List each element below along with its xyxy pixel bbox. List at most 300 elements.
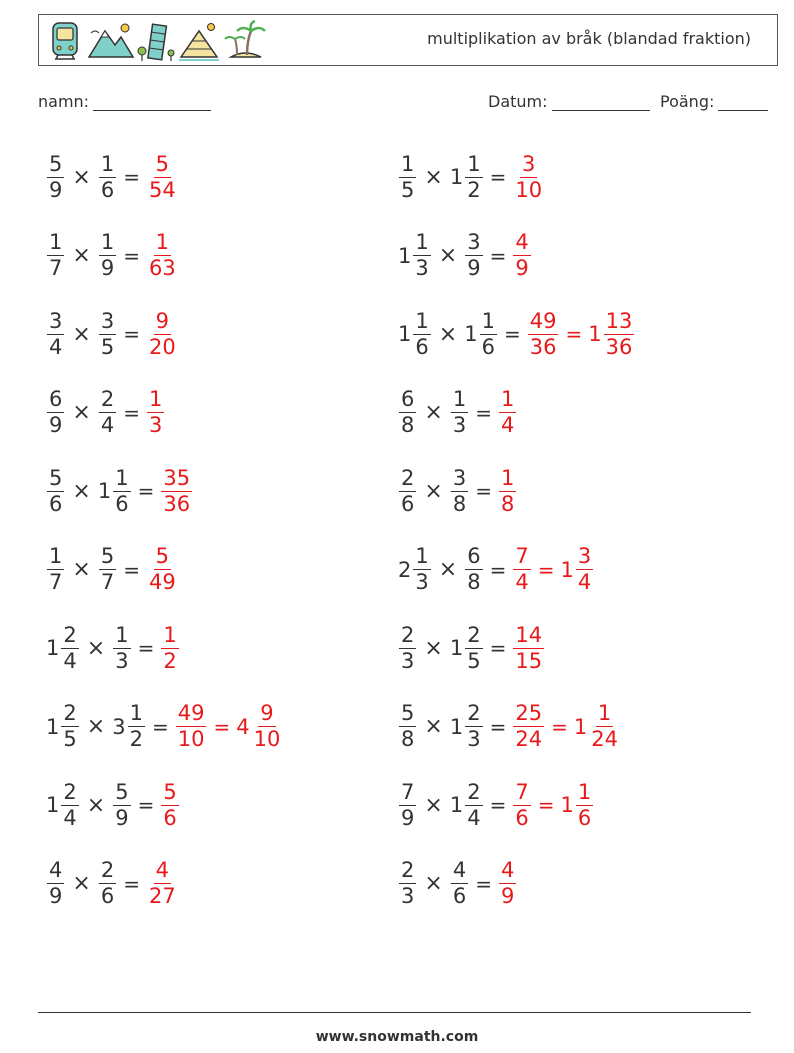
factor-b-numerator: 2	[100, 387, 115, 412]
factor-b-fraction	[465, 622, 482, 673]
answer-fraction	[147, 308, 178, 359]
factor-b-denominator: 4	[467, 805, 481, 830]
factor-b-fraction	[99, 151, 116, 202]
answer-denominator: 4	[577, 570, 592, 595]
factor-b-fraction	[465, 232, 482, 279]
answer-equals-sign: =	[537, 793, 555, 818]
factor-b-denominator: 5	[100, 334, 115, 359]
factor-b-fraction	[451, 389, 468, 436]
problem-item	[46, 138, 398, 217]
factor-a-denominator: 6	[401, 491, 415, 516]
factor-a-denominator: 6	[415, 334, 429, 359]
times-sign: ×	[72, 478, 91, 504]
leaning-tower-icon	[137, 19, 175, 63]
answer-denominator: 2	[163, 648, 177, 673]
answer-denominator: 8	[500, 491, 515, 516]
factor-b-denominator: 3	[467, 727, 481, 752]
factor-a-numerator: 5	[401, 701, 415, 726]
times-sign: ×	[424, 164, 443, 190]
factor-b-numerator: 1	[115, 465, 129, 490]
equals-sign: =	[489, 243, 507, 268]
answer-numerator: 14	[515, 622, 543, 647]
answer-denominator: 54	[148, 177, 176, 202]
answer-numerator: 1	[148, 387, 163, 412]
factor-b-fraction	[113, 779, 130, 830]
header-icons	[45, 19, 267, 63]
factor-b-numerator: 1	[452, 387, 467, 412]
name-field	[38, 92, 211, 111]
answer-whole: 1	[573, 714, 588, 739]
factor-a-denominator: 9	[49, 413, 63, 438]
factor-a-denominator: 9	[401, 805, 415, 830]
footer-divider	[38, 1012, 751, 1013]
answer-fraction	[576, 779, 593, 830]
answer-denominator: 6	[577, 805, 592, 830]
answer	[512, 779, 594, 830]
factor-a-fraction	[399, 860, 416, 907]
problem-item	[398, 452, 750, 531]
equals-sign: =	[489, 557, 507, 582]
answer-fraction	[499, 389, 516, 436]
answer-denominator: 3	[148, 413, 163, 438]
answer-denominator: 15	[515, 648, 543, 673]
factor-a-denominator: 7	[49, 256, 63, 281]
times-sign: ×	[424, 871, 443, 897]
answer-fraction	[513, 546, 530, 593]
answer-fraction	[499, 465, 516, 516]
worksheet-header	[38, 14, 778, 66]
factor-b-fraction	[465, 779, 482, 830]
equals-sign: =	[489, 714, 507, 739]
factor-b-denominator: 9	[100, 256, 115, 281]
problem-item	[46, 688, 398, 767]
equals-sign: =	[123, 322, 140, 347]
answer-fraction	[499, 860, 516, 907]
factor-a-denominator: 4	[49, 334, 63, 359]
times-sign: ×	[424, 400, 443, 426]
factor-a-whole: 2	[398, 557, 412, 582]
answer-whole: 1	[560, 793, 574, 818]
factor-a-numerator: 2	[63, 779, 77, 804]
answer-fraction	[513, 232, 530, 279]
problem-item	[46, 295, 398, 374]
factor-a-numerator: 2	[63, 701, 77, 726]
factor-b-denominator: 8	[452, 491, 467, 516]
factor-a-fraction	[413, 232, 430, 279]
factor-b-numerator: 3	[467, 230, 481, 255]
answer	[146, 860, 179, 907]
factor-b-whole: 3	[112, 714, 126, 739]
answer-denominator: 10	[253, 727, 281, 752]
factor-b-denominator: 8	[467, 570, 481, 595]
answer-fraction	[147, 860, 178, 907]
problem-item	[46, 845, 398, 924]
factor-a-fraction	[47, 860, 64, 907]
factor-b-numerator: 1	[115, 622, 129, 647]
answer-denominator: 10	[515, 177, 543, 202]
factor-b-numerator: 1	[129, 701, 143, 726]
answer-numerator: 3	[577, 544, 592, 569]
answer-fraction	[161, 465, 192, 516]
answer-denominator: 9	[515, 256, 529, 281]
factor-a-denominator: 7	[49, 570, 63, 595]
problem-item	[46, 766, 398, 845]
factor-b-fraction	[99, 546, 116, 593]
factor-b-numerator: 3	[100, 308, 115, 333]
problem-item	[46, 217, 398, 296]
times-sign: ×	[86, 635, 106, 661]
factor-b-numerator: 2	[467, 622, 481, 647]
factor-a-whole: 1	[398, 322, 412, 347]
answer-numerator: 4	[155, 858, 169, 883]
factor-a-numerator: 1	[49, 230, 63, 255]
answer-denominator: 9	[500, 884, 515, 909]
answer-numerator: 1	[500, 387, 515, 412]
answer	[512, 232, 531, 279]
answer-numerator: 9	[260, 701, 274, 726]
factor-b-denominator: 9	[467, 256, 481, 281]
factor-a-whole: 1	[398, 243, 412, 268]
answer-denominator: 36	[605, 334, 633, 359]
answer-fraction	[513, 151, 544, 202]
date-blank[interactable]	[552, 92, 650, 111]
times-sign: ×	[72, 400, 91, 426]
answer-whole: 1	[588, 322, 602, 347]
factor-a-fraction	[61, 622, 78, 673]
factor-b-fraction	[451, 860, 468, 907]
problem-item	[398, 845, 750, 924]
answer	[498, 860, 517, 907]
factor-a-denominator: 3	[401, 648, 415, 673]
equals-sign: =	[123, 243, 140, 268]
answer-fraction	[252, 703, 283, 750]
factor-a-whole: 1	[46, 714, 60, 739]
equals-sign: =	[123, 165, 140, 190]
times-sign: ×	[438, 321, 458, 347]
factor-a-denominator: 8	[401, 413, 415, 438]
factor-b-numerator: 4	[452, 858, 467, 883]
answer	[498, 465, 517, 516]
factor-a-fraction	[399, 622, 416, 673]
answer-fraction	[147, 232, 178, 279]
problem-item	[398, 609, 750, 688]
equals-sign: =	[475, 479, 492, 504]
factor-a-numerator: 5	[49, 151, 63, 176]
equals-sign: =	[151, 714, 169, 739]
factor-b-numerator: 1	[481, 308, 495, 333]
answer	[175, 703, 284, 750]
factor-a-whole: 1	[46, 636, 60, 661]
factor-a-numerator: 4	[49, 858, 63, 883]
answer-numerator: 1	[155, 230, 169, 255]
equals-sign: =	[137, 793, 155, 818]
factor-b-denominator: 6	[100, 884, 115, 909]
answer-fraction	[161, 622, 178, 673]
answer-denominator: 36	[529, 334, 557, 359]
factor-a-fraction	[47, 232, 64, 279]
factor-a-denominator: 5	[401, 177, 415, 202]
answer-numerator: 25	[515, 701, 543, 726]
factor-b-fraction	[113, 622, 130, 673]
answer	[160, 779, 179, 830]
problem-item	[398, 217, 750, 296]
answer-equals-sign: =	[213, 714, 231, 739]
answer-fraction	[161, 779, 178, 830]
factor-b-whole: 1	[449, 165, 464, 190]
factor-a-denominator: 4	[63, 648, 77, 673]
times-sign: ×	[438, 243, 458, 269]
problem-item	[398, 374, 750, 453]
factor-a-numerator: 1	[49, 544, 63, 569]
factor-a-denominator: 3	[415, 570, 429, 595]
answer-numerator: 49	[529, 308, 557, 333]
answer-numerator: 9	[155, 308, 169, 333]
factor-a-denominator: 3	[415, 256, 429, 281]
factor-a-numerator: 1	[415, 544, 429, 569]
factor-a-whole: 1	[46, 793, 60, 818]
equals-sign: =	[123, 557, 140, 582]
factor-a-numerator: 7	[401, 779, 415, 804]
factor-b-numerator: 2	[467, 701, 481, 726]
answer	[146, 232, 179, 279]
problem-item	[46, 531, 398, 610]
answer-denominator: 6	[515, 805, 529, 830]
factor-b-denominator: 5	[467, 648, 481, 673]
problem-item	[46, 609, 398, 688]
times-sign: ×	[72, 243, 91, 269]
factor-a-denominator: 9	[49, 177, 63, 202]
answer-numerator: 35	[163, 465, 191, 490]
factor-b-denominator: 3	[452, 413, 467, 438]
problem-item	[398, 688, 750, 767]
factor-b-denominator: 6	[452, 884, 467, 909]
worksheet-title: multiplikation av bråk (blandad fraktion)	[427, 29, 751, 48]
factor-a-numerator: 2	[401, 465, 415, 490]
answer-numerator: 1	[500, 465, 515, 490]
answer-numerator: 49	[177, 701, 205, 726]
factor-b-fraction	[465, 703, 482, 750]
answer-denominator: 63	[148, 256, 176, 281]
mountains-icon	[87, 19, 135, 63]
times-sign: ×	[72, 557, 91, 583]
equals-sign: =	[475, 871, 492, 896]
answer-fraction	[576, 546, 593, 593]
answer-denominator: 36	[163, 491, 191, 516]
tram-icon	[45, 19, 85, 63]
answer-denominator: 4	[500, 413, 515, 438]
answer-whole: 1	[560, 557, 574, 582]
factor-a-fraction	[399, 703, 416, 750]
score-label: Poäng:	[660, 92, 715, 111]
factor-b-denominator: 6	[481, 334, 495, 359]
factor-b-whole: 1	[449, 714, 464, 739]
answer-fraction	[147, 389, 164, 436]
score-blank[interactable]	[718, 92, 768, 111]
factor-b-denominator: 4	[100, 413, 115, 438]
factor-b-numerator: 6	[467, 544, 481, 569]
answer-denominator: 24	[591, 727, 618, 752]
problem-item	[398, 531, 750, 610]
answer-numerator: 1	[597, 701, 612, 726]
factor-a-fraction	[47, 151, 64, 202]
answer	[498, 389, 517, 436]
factor-a-numerator: 1	[415, 308, 429, 333]
name-blank[interactable]	[93, 92, 211, 111]
times-sign: ×	[72, 871, 91, 897]
answer	[146, 389, 165, 436]
factor-b-denominator: 7	[100, 570, 115, 595]
answer-equals-sign: =	[565, 322, 583, 347]
factor-a-numerator: 6	[49, 387, 63, 412]
palm-island-icon	[223, 19, 267, 63]
answer	[512, 546, 594, 593]
answer-numerator: 4	[515, 230, 529, 255]
factor-b-whole: 1	[449, 636, 464, 661]
answer-denominator: 49	[148, 570, 176, 595]
factor-a-numerator: 1	[401, 151, 415, 176]
answer-fraction	[513, 622, 544, 673]
date-field	[488, 92, 650, 111]
answer-numerator: 5	[155, 544, 169, 569]
factor-b-numerator: 1	[100, 151, 115, 176]
factor-b-fraction	[128, 703, 145, 750]
answer-fraction	[513, 703, 544, 750]
problem-item	[398, 138, 750, 217]
times-sign: ×	[424, 635, 443, 661]
factor-a-denominator: 3	[401, 884, 415, 909]
factor-b-numerator: 2	[100, 858, 115, 883]
answer-denominator: 24	[515, 727, 543, 752]
factor-b-numerator: 3	[452, 465, 467, 490]
factor-b-fraction	[99, 860, 116, 907]
answer	[512, 622, 545, 673]
factor-b-numerator: 1	[100, 230, 115, 255]
factor-a-fraction	[399, 389, 416, 436]
times-sign: ×	[86, 714, 106, 740]
factor-a-denominator: 9	[49, 884, 63, 909]
answer-equals-sign: =	[537, 557, 555, 582]
answer-fraction	[147, 151, 178, 202]
equals-sign: =	[123, 400, 140, 425]
times-sign: ×	[424, 714, 443, 740]
factor-a-fraction	[61, 779, 78, 830]
factor-b-fraction	[465, 546, 482, 593]
times-sign: ×	[86, 792, 106, 818]
factor-b-denominator: 6	[100, 177, 115, 202]
answer	[146, 151, 179, 202]
factor-a-fraction	[399, 779, 416, 830]
factor-a-denominator: 6	[49, 491, 63, 516]
factor-a-denominator: 4	[63, 805, 77, 830]
factor-a-numerator: 1	[415, 230, 429, 255]
factor-b-fraction	[451, 465, 468, 516]
answer-fraction	[589, 703, 620, 750]
factor-a-numerator: 2	[63, 622, 77, 647]
times-sign: ×	[424, 792, 443, 818]
answer	[160, 622, 179, 673]
factor-b-numerator: 2	[467, 779, 481, 804]
factor-b-fraction	[480, 308, 497, 359]
factor-b-fraction	[113, 465, 130, 516]
factor-a-fraction	[47, 308, 64, 359]
factor-a-fraction	[47, 465, 64, 516]
answer-numerator: 3	[522, 151, 536, 176]
answer-equals-sign: =	[551, 714, 568, 739]
answer-numerator: 13	[605, 308, 633, 333]
answer-fraction	[604, 308, 635, 359]
score-field	[660, 92, 768, 111]
pyramid-icon	[177, 19, 221, 63]
factor-b-fraction	[99, 232, 116, 279]
factor-b-fraction	[99, 308, 116, 359]
answer-numerator: 1	[163, 622, 177, 647]
factor-a-numerator: 6	[401, 387, 415, 412]
equals-sign: =	[475, 400, 492, 425]
answer-whole: 4	[236, 714, 250, 739]
factor-b-denominator: 2	[467, 177, 481, 202]
answer	[146, 308, 179, 359]
answer-numerator: 1	[577, 779, 592, 804]
factor-b-whole: 1	[97, 479, 112, 504]
equals-sign: =	[489, 793, 507, 818]
equals-sign: =	[489, 165, 507, 190]
answer	[512, 703, 621, 750]
answer-denominator: 6	[163, 805, 177, 830]
answer	[160, 465, 193, 516]
factor-a-numerator: 2	[401, 858, 415, 883]
factor-b-denominator: 9	[115, 805, 129, 830]
answer-fraction	[176, 703, 207, 750]
answer	[512, 151, 545, 202]
name-label: namn:	[38, 92, 90, 111]
equals-sign: =	[123, 871, 140, 896]
equals-sign: =	[137, 479, 155, 504]
factor-b-fraction	[465, 151, 482, 202]
factor-b-fraction	[99, 389, 116, 436]
problem-item	[398, 766, 750, 845]
factor-a-fraction	[413, 308, 430, 359]
factor-b-numerator: 1	[467, 151, 481, 176]
factor-a-fraction	[47, 389, 64, 436]
factor-b-whole: 1	[449, 793, 464, 818]
answer-numerator: 7	[515, 544, 529, 569]
answer-denominator: 27	[148, 884, 176, 909]
answer	[527, 308, 636, 359]
factor-a-fraction	[399, 151, 416, 202]
answer-denominator: 10	[177, 727, 205, 752]
factor-b-denominator: 2	[129, 727, 143, 752]
equals-sign: =	[503, 322, 521, 347]
answer-numerator: 7	[515, 779, 529, 804]
factor-b-denominator: 6	[115, 491, 129, 516]
factor-a-numerator: 3	[49, 308, 63, 333]
factor-a-numerator: 5	[49, 465, 63, 490]
answer-numerator: 5	[163, 779, 177, 804]
answer-numerator: 5	[155, 151, 169, 176]
factor-a-fraction	[61, 703, 78, 750]
problem-item	[398, 295, 750, 374]
answer-fraction	[147, 546, 178, 593]
answer-fraction	[513, 779, 530, 830]
problem-item	[46, 374, 398, 453]
factor-a-denominator: 5	[63, 727, 77, 752]
times-sign: ×	[424, 478, 443, 504]
factor-a-fraction	[399, 465, 416, 516]
equals-sign: =	[489, 636, 507, 661]
factor-b-denominator: 3	[115, 648, 129, 673]
problem-item	[46, 452, 398, 531]
equals-sign: =	[137, 636, 155, 661]
